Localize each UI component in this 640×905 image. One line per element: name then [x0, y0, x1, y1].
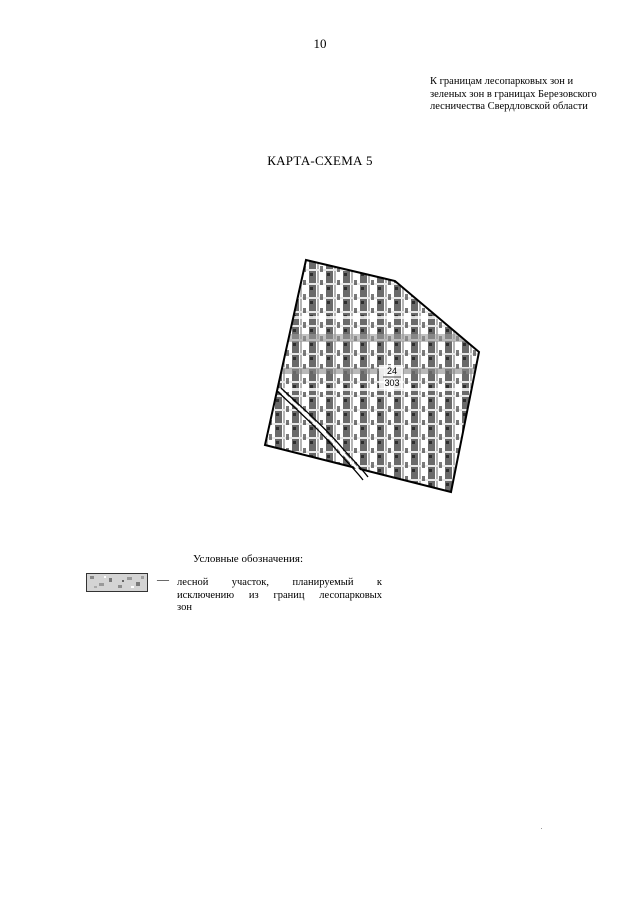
forest-plot-map — [255, 250, 495, 500]
legend-item-line: лесной участок, планируемый к — [177, 577, 382, 588]
horizontal-band — [255, 388, 495, 391]
page-number: 10 — [313, 36, 327, 51]
legend-swatch — [86, 573, 148, 592]
legend-dash: — — [157, 572, 169, 586]
scan-speck — [541, 828, 542, 829]
horizontal-band — [255, 368, 495, 374]
page-title: КАРТА-СХЕМА 5 — [267, 153, 373, 168]
forest-hatching-overlay — [255, 250, 495, 500]
header-note-line: К границам лесопарковых зон и — [430, 76, 574, 87]
legend-heading: Условные обозначения: — [193, 553, 304, 565]
horizontal-band — [255, 316, 495, 319]
legend-item-line: зон — [177, 602, 192, 613]
header-note-line: зеленых зон в границах Березовского — [430, 88, 597, 100]
plot-number-label: 24 — [386, 366, 398, 376]
header-note-line: лесничества Свердловской области — [430, 101, 588, 112]
legend-item-description — [177, 577, 382, 615]
plot-area-label: 303 — [384, 378, 400, 388]
legend-item-line: исключению из границ лесопарковых — [177, 589, 382, 601]
header-note — [430, 76, 630, 114]
